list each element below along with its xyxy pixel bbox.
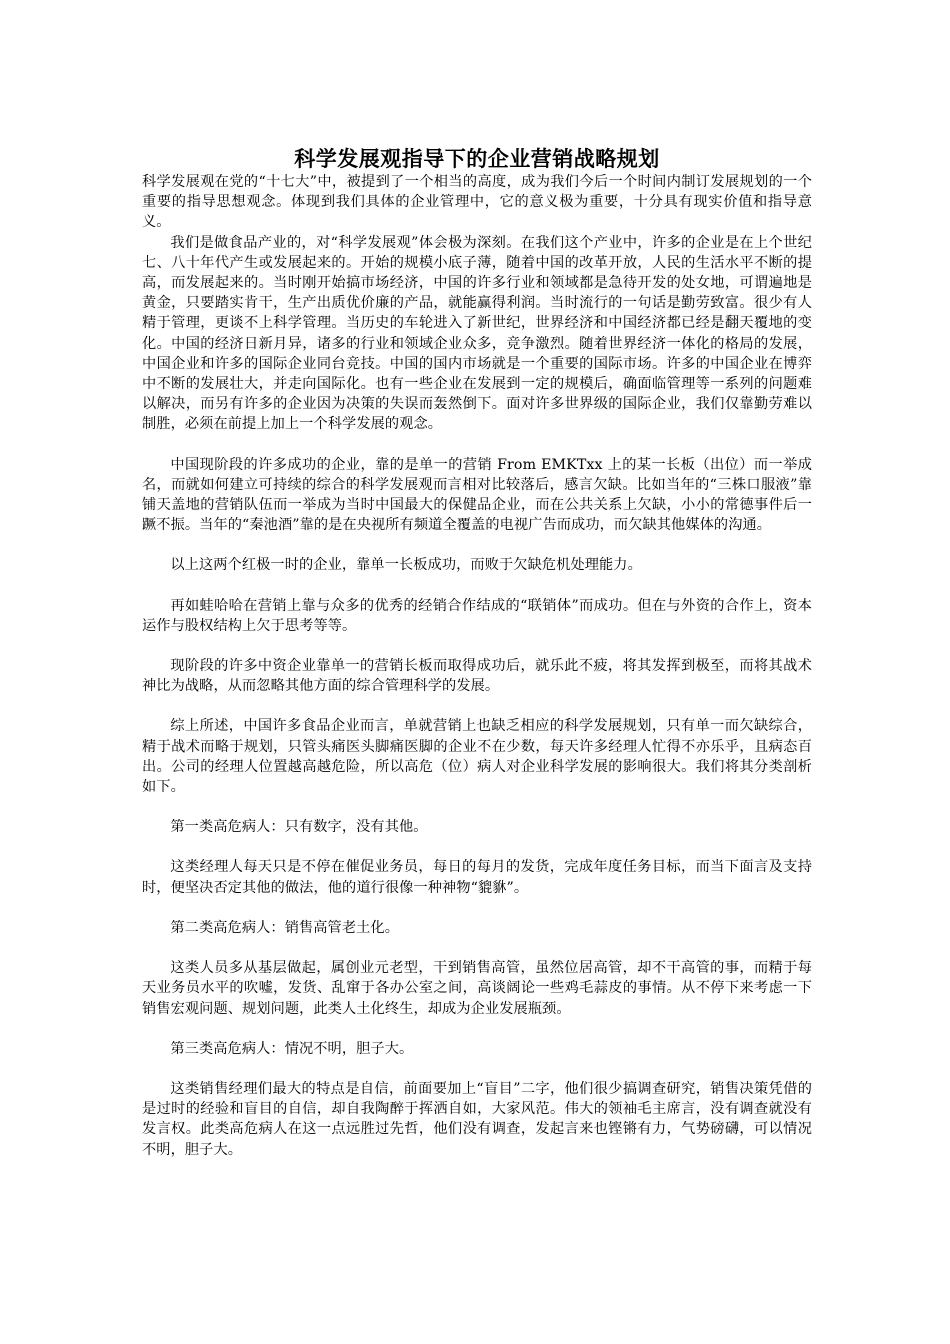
paragraph-patient-type-3: 这类销售经理们最大的特点是自信，前面要加上“盲目”二字，他们很少搞调查研究，销售决策凭借的是过时的经验和盲目的自信，却自我陶醉于挥洒自如，大家风范。伟大的领袖毛主席言，没有调查就没有发言权。此类高危病人在这一点远胜过先哲，他们没有调查，发起言来也铿锵有力，气势磅礴，可以情况不明，胆子大。 bbox=[142, 1080, 812, 1158]
paragraph-patient-type-2: 这类人员多从基层做起，属创业元老型，干到销售高管，虽然位居高管，却不干高管的事，而精于每天业务员水平的吹嘘，发货、乱窜于各办公室之间，高谈阔论一些鸡毛蒜皮的事情。从不停下来考虑一下销售宏观问题、规划问题，此类人土化终生，却成为企业发展瓶颈。 bbox=[142, 960, 812, 1017]
paragraph-summary: 综上所述，中国许多食品企业而言，单就营销上也缺乏相应的科学发展规划，只有单一而欠缺综合，精于战术而略于规划，只管头痛医头脚痛医脚的企业不在少数，每天许多经理人忙得不亦乐乎，且病态百出。公司的经理人位置越高越危险，所以高危（位）病人对企业科学发展的影响很大。我们将其分类剖析如下。 bbox=[142, 718, 812, 796]
paragraph-wahaha: 再如蛙哈哈在营销上靠与众多的优秀的经销合作结成的“联销体”而成功。但在与外资的合作上，资本运作与股权结构上欠于思考等等。 bbox=[142, 597, 812, 634]
paragraph-patient-type-1: 这类经理人每天只是不停在催促业务员，每日的每月的发货，完成年度任务目标，而当下面言及支持时，便坚决否定其他的做法，他的道行很像一种神物“貔貅”。 bbox=[142, 859, 812, 896]
document-page bbox=[142, 146, 812, 1160]
paragraph-successful-firms: 中国现阶段的许多成功的企业，靠的是单一的营销 From EMKTxx 上的某一长板（出位）而一举成名，而就如何建立可持续的综合的科学发展观而言相对比较落后，感言欠缺。比如当年的“三株口服液”靠铺天盖地的营销队伍而一举成为当时中国最大的保健品企业，而在公共关系上欠缺，小小的常德事件后一蹶不振。当年的“秦池酒”靠的是在央视所有频道全覆盖的电视广告而成功，而欠缺其他媒体的沟通。 bbox=[142, 456, 812, 534]
paragraph-single-strength: 现阶段的许多中资企业靠单一的营销长板而取得成功后，就乐此不疲，将其发挥到极至，而将其战术神比为战略，从而忽略其他方面的综合管理科学的发展。 bbox=[142, 658, 812, 695]
heading-patient-type-3: 第三类高危病人：情况不明，胆子大。 bbox=[170, 1040, 414, 1057]
paragraph-crisis-handling: 以上这两个红极一时的企业，靠单一长板成功，而败于欠缺危机处理能力。 bbox=[170, 557, 642, 574]
document-title: 科学发展观指导下的企业营销战略规划 bbox=[294, 147, 660, 171]
paragraph-intro: 科学发展观在党的“十七大”中，被提到了一个相当的高度，成为我们今后一个时间内制订发展规划的一个重要的指导思想观念。体现到我们具体的企业管理中，它的意义极为重要，十分具有现实价值和指导意义。 bbox=[142, 174, 812, 231]
paragraph-food-industry: 我们是做食品产业的，对“科学发展观”体会极为深刻。在我们这个产业中，许多的企业是在上个世纪七、八十年代产生或发展起来的。开始的规模小底子薄，随着中国的改革开放，人民的生活水平不断的提高，而发展起来的。当时刚开始搞市场经济，中国的许多行业和领域都是急待开发的处女地，可谓遍地是黄金，只要踏实肯干，生产出质优价廉的产品，就能赢得利润。当时流行的一句话是勤劳致富。很少有人精于管理，更谈不上科学管理。当历史的车轮进入了新世纪，世界经济和中国经济都已经是翻天覆地的变化。中国的经济日新月异，诸多的行业和领域企业众多，竞争激烈。随着世界经济一体化的格局的发展，中国企业和许多的国际企业同台竞技。中国的国内市场就是一个重要的国际市场。许多的中国企业在博弈中不断的发展壮大，并走向国际化。也有一些企业在发展到一定的规模后，确面临管理等一系列的问题难以解决，而另有许多的企业因为决策的失误而轰然倒下。面对许多世界级的国际企业，我们仅靠勤劳难以制胜，必须在前提上加上一个科学发展的观念。 bbox=[142, 234, 812, 433]
heading-patient-type-1: 第一类高危病人：只有数字，没有其他。 bbox=[170, 819, 428, 836]
heading-patient-type-2: 第二类高危病人：销售高管老土化。 bbox=[170, 919, 399, 936]
